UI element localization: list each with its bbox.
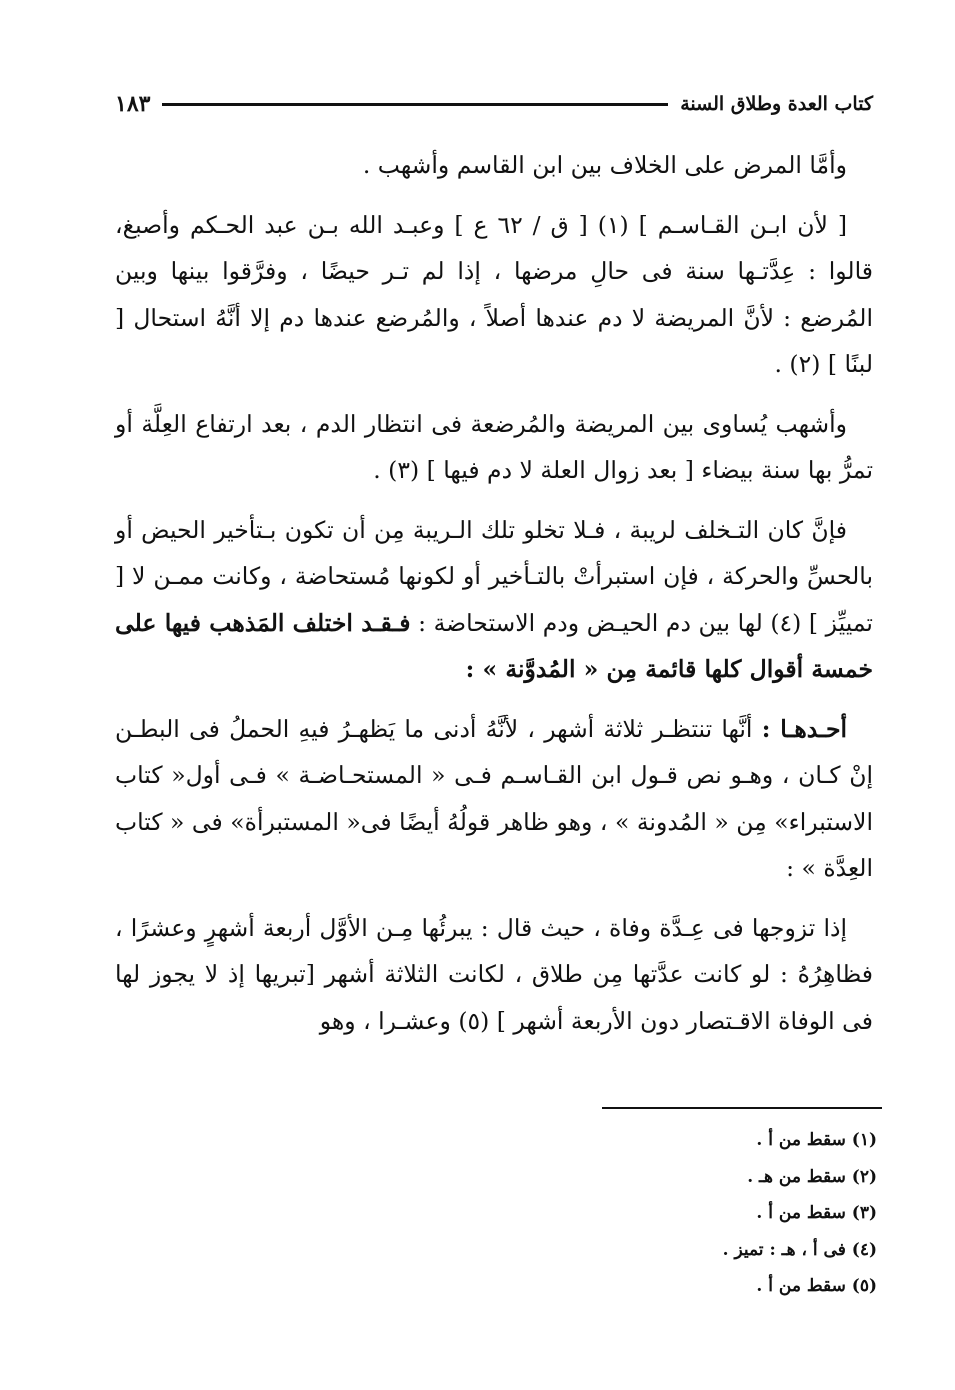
header-rule: [162, 103, 668, 106]
paragraph-4-bold-text: فـقـد اختلف المَذهب فيها على خمسة أقوال كلها قائمة مِن « المُدوَّنة » :: [115, 608, 873, 683]
page-number: ١٨٣: [115, 91, 151, 117]
running-title: كتاب العدة وطلاق السنة: [680, 93, 873, 115]
footnotes: [300, 1122, 877, 1305]
paragraph-2: [ لأن ابـن القـاسـم ] (١) [ ق / ٦٢ ع ] وعبـد الله بـن عبد الحـكم وأصبغ، قالوا : عِدَّتـها سنة فى حالِ مرضها ، إذا لم تـر حيضًا ، وفرَّقوا بينها وبين المُرضع : لأنَّ المريضة لا دم عندها أصلاً ، والمُرضع عندها دم إلا أنَّهُ استحال [ لبنًا ] (٢) .: [115, 210, 873, 378]
footnote-3: (٣) سقط من أ .: [756, 1203, 877, 1223]
paragraph-6: إذا تزوجها فى عِـدَّة وفاة ، حيث قال : يبرئُها مِـن الأوَّل أربعة أشهرٍ وعشرًا ، فظاهِرُهُ : لو كانت عدَّتها مِن طلاق ، لكانت الثلاثة أشهر [تبريها إذ لا يجوز لها فى الوفاة الاقـتصار دون الأربعة أشهر ] (٥) وعشـرا ، وهو: [115, 913, 873, 1035]
paragraph-5-heading: أحـدهـا :: [761, 714, 847, 743]
footnote-separator: [602, 1107, 882, 1109]
footnote-1: (١) سقط من أ .: [756, 1130, 877, 1150]
paragraph-3: وأشهب يُساوى بين المريضة والمُرضعة فى انتظار الدم ، بعد ارتفاع العِلَّة أو تمرُّ بها سنة بيضاء [ بعد زوال العلة لا دم فيها ] (٣) .: [115, 409, 873, 484]
paragraph-5-text: أنَّها تنتظـر ثلاثة أشهر ، لأنَّهُ أدنى ما يَظهـرُ فيهِ الحملُ فى البطـن إنْ كـان ، وهـو نص قـول ابن القـاسـم فـى « المستحـاضـة » فـى أول« كتاب الاستبراء» مِن « المُدونة » ، وهو ظاهر قولُهُ أيضًا فى« المستبرأة» فى « كتاب العِدَّة » :: [115, 714, 873, 882]
page-header: [115, 84, 873, 124]
footnote-2: (٢) سقط من هـ .: [747, 1166, 877, 1187]
paragraph-1: وأمَّا المرض على الخلاف بين ابن القاسم وأشهب .: [362, 151, 847, 179]
main-text: [115, 142, 873, 1057]
paragraph-5: [115, 706, 873, 892]
paragraph-4-text: فإنَّ كان التـخلف لريبة ، فـلا تخلو تلك الـريبة مِن أن تكون بـتأخير الحيض أو بالحسِّ والحركة ، فإن استبرأتْ بالتـأخير أو لكونها مُستحاضة ، وكانت ممـن لا [ تمييِّز ] (٤) لها بين دم الحيـض ودم الاستحاضة :: [115, 515, 873, 637]
footnote-5: (٥) سقط من أ .: [756, 1276, 877, 1296]
paragraph-4: [115, 507, 873, 693]
footnote-4: (٤) فى أ ، هـ : تميز .: [722, 1239, 877, 1260]
